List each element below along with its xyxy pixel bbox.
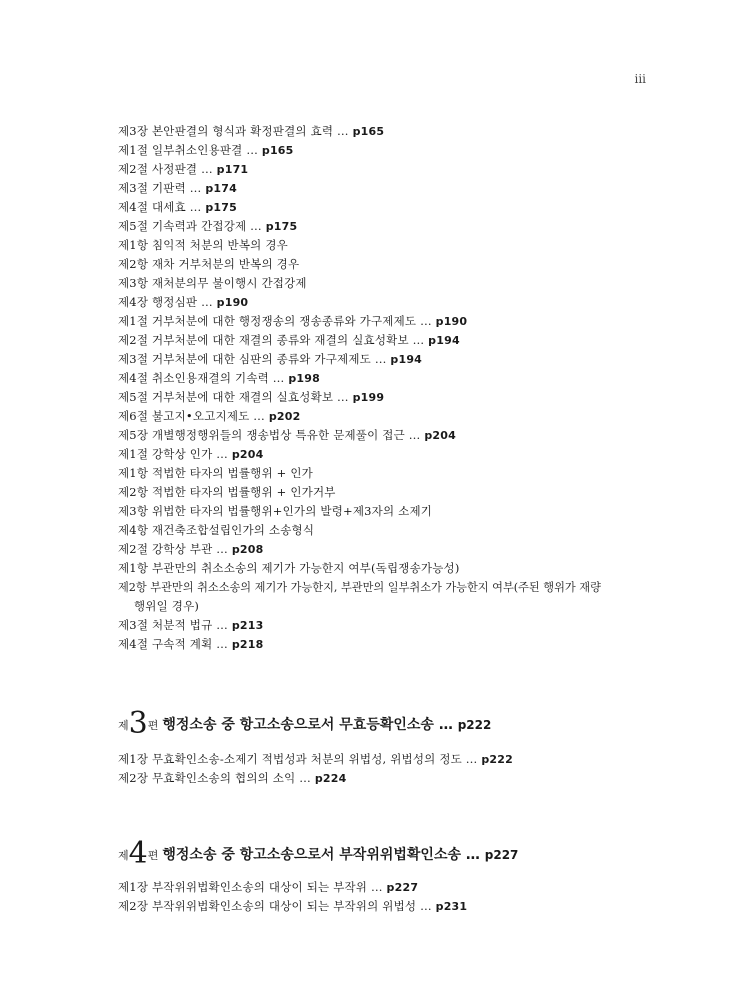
part-title: 행정소송 중 항고소송으로서 부작위위법확인소송 … xyxy=(162,847,485,863)
toc-entry-title: 제5절 기속력과 간접강제 … xyxy=(118,219,266,233)
toc-entry xyxy=(118,331,658,350)
toc-entry-title: 제3절 거부처분에 대한 심판의 종류와 가구제제도 … xyxy=(118,352,391,366)
part-4-heading xyxy=(118,836,518,871)
toc-entry-line2: 행위일 경우) xyxy=(134,599,200,613)
toc-entry-page: p213 xyxy=(231,619,264,632)
toc-entry-title: 제2절 사정판결 … xyxy=(118,162,217,176)
toc-entry-page: p171 xyxy=(216,163,249,176)
toc-entry-page: p227 xyxy=(386,881,419,894)
toc-entry-title: 제4절 대세효 … xyxy=(118,200,206,214)
toc-entry xyxy=(118,141,658,160)
toc-entry-title: 제1절 일부취소인용판결 … xyxy=(118,143,262,157)
toc-entry xyxy=(118,635,658,654)
toc-entry-title: 제4항 재건축조합설립인가의 소송형식 xyxy=(118,523,315,537)
toc-entry-title: 제3절 처분적 법규 … xyxy=(118,618,232,632)
toc-entry xyxy=(118,388,658,407)
toc-entry xyxy=(118,179,658,198)
toc-entry-page: p199 xyxy=(352,391,385,404)
toc-entry xyxy=(118,769,658,788)
toc-entry xyxy=(118,369,658,388)
toc-entry xyxy=(118,255,658,274)
part-number: 3 xyxy=(128,706,148,741)
part-prefix: 제 xyxy=(118,719,129,732)
part-4-entries xyxy=(118,878,658,916)
toc-entry xyxy=(118,521,658,540)
toc-entry-title: 제3항 위법한 타자의 법률행위+인가의 발령+제3자의 소제기 xyxy=(118,504,433,518)
toc-entry xyxy=(118,616,658,635)
toc-entry xyxy=(118,540,658,559)
toc-entry-title: 제2장 부작위위법확인소송의 대상이 되는 부작위의 위법성 … xyxy=(118,899,436,913)
toc-entry-title: 제4장 행정심판 … xyxy=(118,295,217,309)
toc-entry xyxy=(118,897,658,916)
toc-entry-page: p175 xyxy=(265,220,298,233)
toc-entry-page: p165 xyxy=(352,125,385,138)
toc-entry-page: p224 xyxy=(314,772,347,785)
toc-entry xyxy=(118,878,658,897)
toc-entry-title: 제1절 강학상 인가 … xyxy=(118,447,232,461)
toc-entry-title: 제2항 적법한 타자의 법률행위 + 인가거부 xyxy=(118,485,336,499)
toc-entry-wrapped xyxy=(118,578,658,616)
toc-entry xyxy=(118,502,658,521)
toc-entry-line1: 제2항 부관만의 취소소송의 제기가 가능한지, 부관만의 일부취소가 가능한지 여부(주된 행위가 재량 xyxy=(118,581,601,594)
part-page: p227 xyxy=(484,848,519,862)
toc-entry-title: 제2항 재차 거부처분의 반복의 경우 xyxy=(118,257,300,271)
toc-entry-page: p204 xyxy=(424,429,456,442)
toc-entry-title: 제3장 본안판결의 형식과 확정판결의 효력 … xyxy=(118,124,353,138)
toc-entry-title: 제2장 무효확인소송의 협의의 소익 … xyxy=(118,771,315,785)
part-page: p222 xyxy=(457,718,492,732)
toc-entry xyxy=(118,198,658,217)
toc-entry xyxy=(118,445,658,464)
toc-entry xyxy=(118,426,658,445)
toc-entry-page: p204 xyxy=(231,448,264,461)
toc-entry xyxy=(118,122,658,141)
toc-entry xyxy=(118,293,658,312)
toc-entry-page: p222 xyxy=(481,753,513,766)
part-prefix: 제 xyxy=(118,849,129,862)
toc-entry-title: 제3절 기판력 … xyxy=(118,181,206,195)
toc-entry-title: 제6절 불고지•오고지제도 … xyxy=(118,409,269,423)
toc-entry-page: p208 xyxy=(231,543,264,556)
part-title: 행정소송 중 항고소송으로서 무효등확인소송 … xyxy=(162,717,458,733)
toc-entry-page: p231 xyxy=(435,900,468,913)
toc-entry-title: 제1항 침익적 처분의 반복의 경우 xyxy=(118,238,288,252)
part-number: 4 xyxy=(128,836,148,871)
toc-entry-title: 제1절 거부처분에 대한 행정쟁송의 쟁송종류와 가구제제도 … xyxy=(118,314,436,328)
part-3-heading xyxy=(118,706,491,741)
toc-entry-page: p198 xyxy=(288,372,320,385)
toc-entry-title: 제1항 적법한 타자의 법률행위 + 인가 xyxy=(118,466,313,480)
toc-entry-page: p218 xyxy=(231,638,264,651)
toc-entry-title: 제1장 부작위위법확인소송의 대상이 되는 부작위 … xyxy=(118,880,387,894)
toc-entry-page: p190 xyxy=(216,296,249,309)
table-of-contents xyxy=(118,122,658,654)
toc-entry-page: p194 xyxy=(428,334,460,347)
toc-entry-page: p194 xyxy=(390,353,423,366)
toc-entry-page: p175 xyxy=(205,201,237,214)
toc-entry xyxy=(118,217,658,236)
toc-entry-title: 제2절 거부처분에 대한 재결의 종류와 재결의 실효성확보 … xyxy=(118,333,429,347)
toc-entry xyxy=(118,483,658,502)
toc-entry xyxy=(118,274,658,293)
toc-entry xyxy=(118,407,658,426)
toc-entry xyxy=(118,559,658,578)
toc-entry xyxy=(118,312,658,331)
toc-entry-title: 제5장 개별행정행위들의 쟁송법상 특유한 문제풀이 접근 … xyxy=(118,428,425,442)
toc-entry-title: 제4절 구속적 계획 … xyxy=(118,637,232,651)
part-suffix: 편 xyxy=(147,849,159,862)
part-suffix: 편 xyxy=(147,719,159,732)
toc-entry-page: p190 xyxy=(435,315,468,328)
toc-entry xyxy=(118,750,658,769)
toc-entry-title: 제3항 재처분의무 불이행시 간접강제 xyxy=(118,276,307,290)
toc-entry-title: 제1장 무효확인소송-소제기 적법성과 처분의 위법성, 위법성의 정도 … xyxy=(118,752,482,766)
page-number: iii xyxy=(634,72,646,86)
toc-entry-page: p202 xyxy=(268,410,301,423)
toc-entry-title: 제4절 취소인용재결의 기속력 … xyxy=(118,371,289,385)
toc-entry-title: 제1항 부관만의 취소소송의 제기가 가능한지 여부(독립쟁송가능성) xyxy=(118,561,460,575)
toc-entry-page: p174 xyxy=(205,182,237,195)
toc-entry xyxy=(118,464,658,483)
toc-entry xyxy=(118,350,658,369)
toc-entry-title: 제2절 강학상 부관 … xyxy=(118,542,232,556)
toc-entry xyxy=(118,160,658,179)
part-3-entries xyxy=(118,750,658,788)
toc-entry xyxy=(118,236,658,255)
toc-entry-title: 제5절 거부처분에 대한 재결의 실효성확보 … xyxy=(118,390,353,404)
toc-entry-page: p165 xyxy=(261,144,294,157)
